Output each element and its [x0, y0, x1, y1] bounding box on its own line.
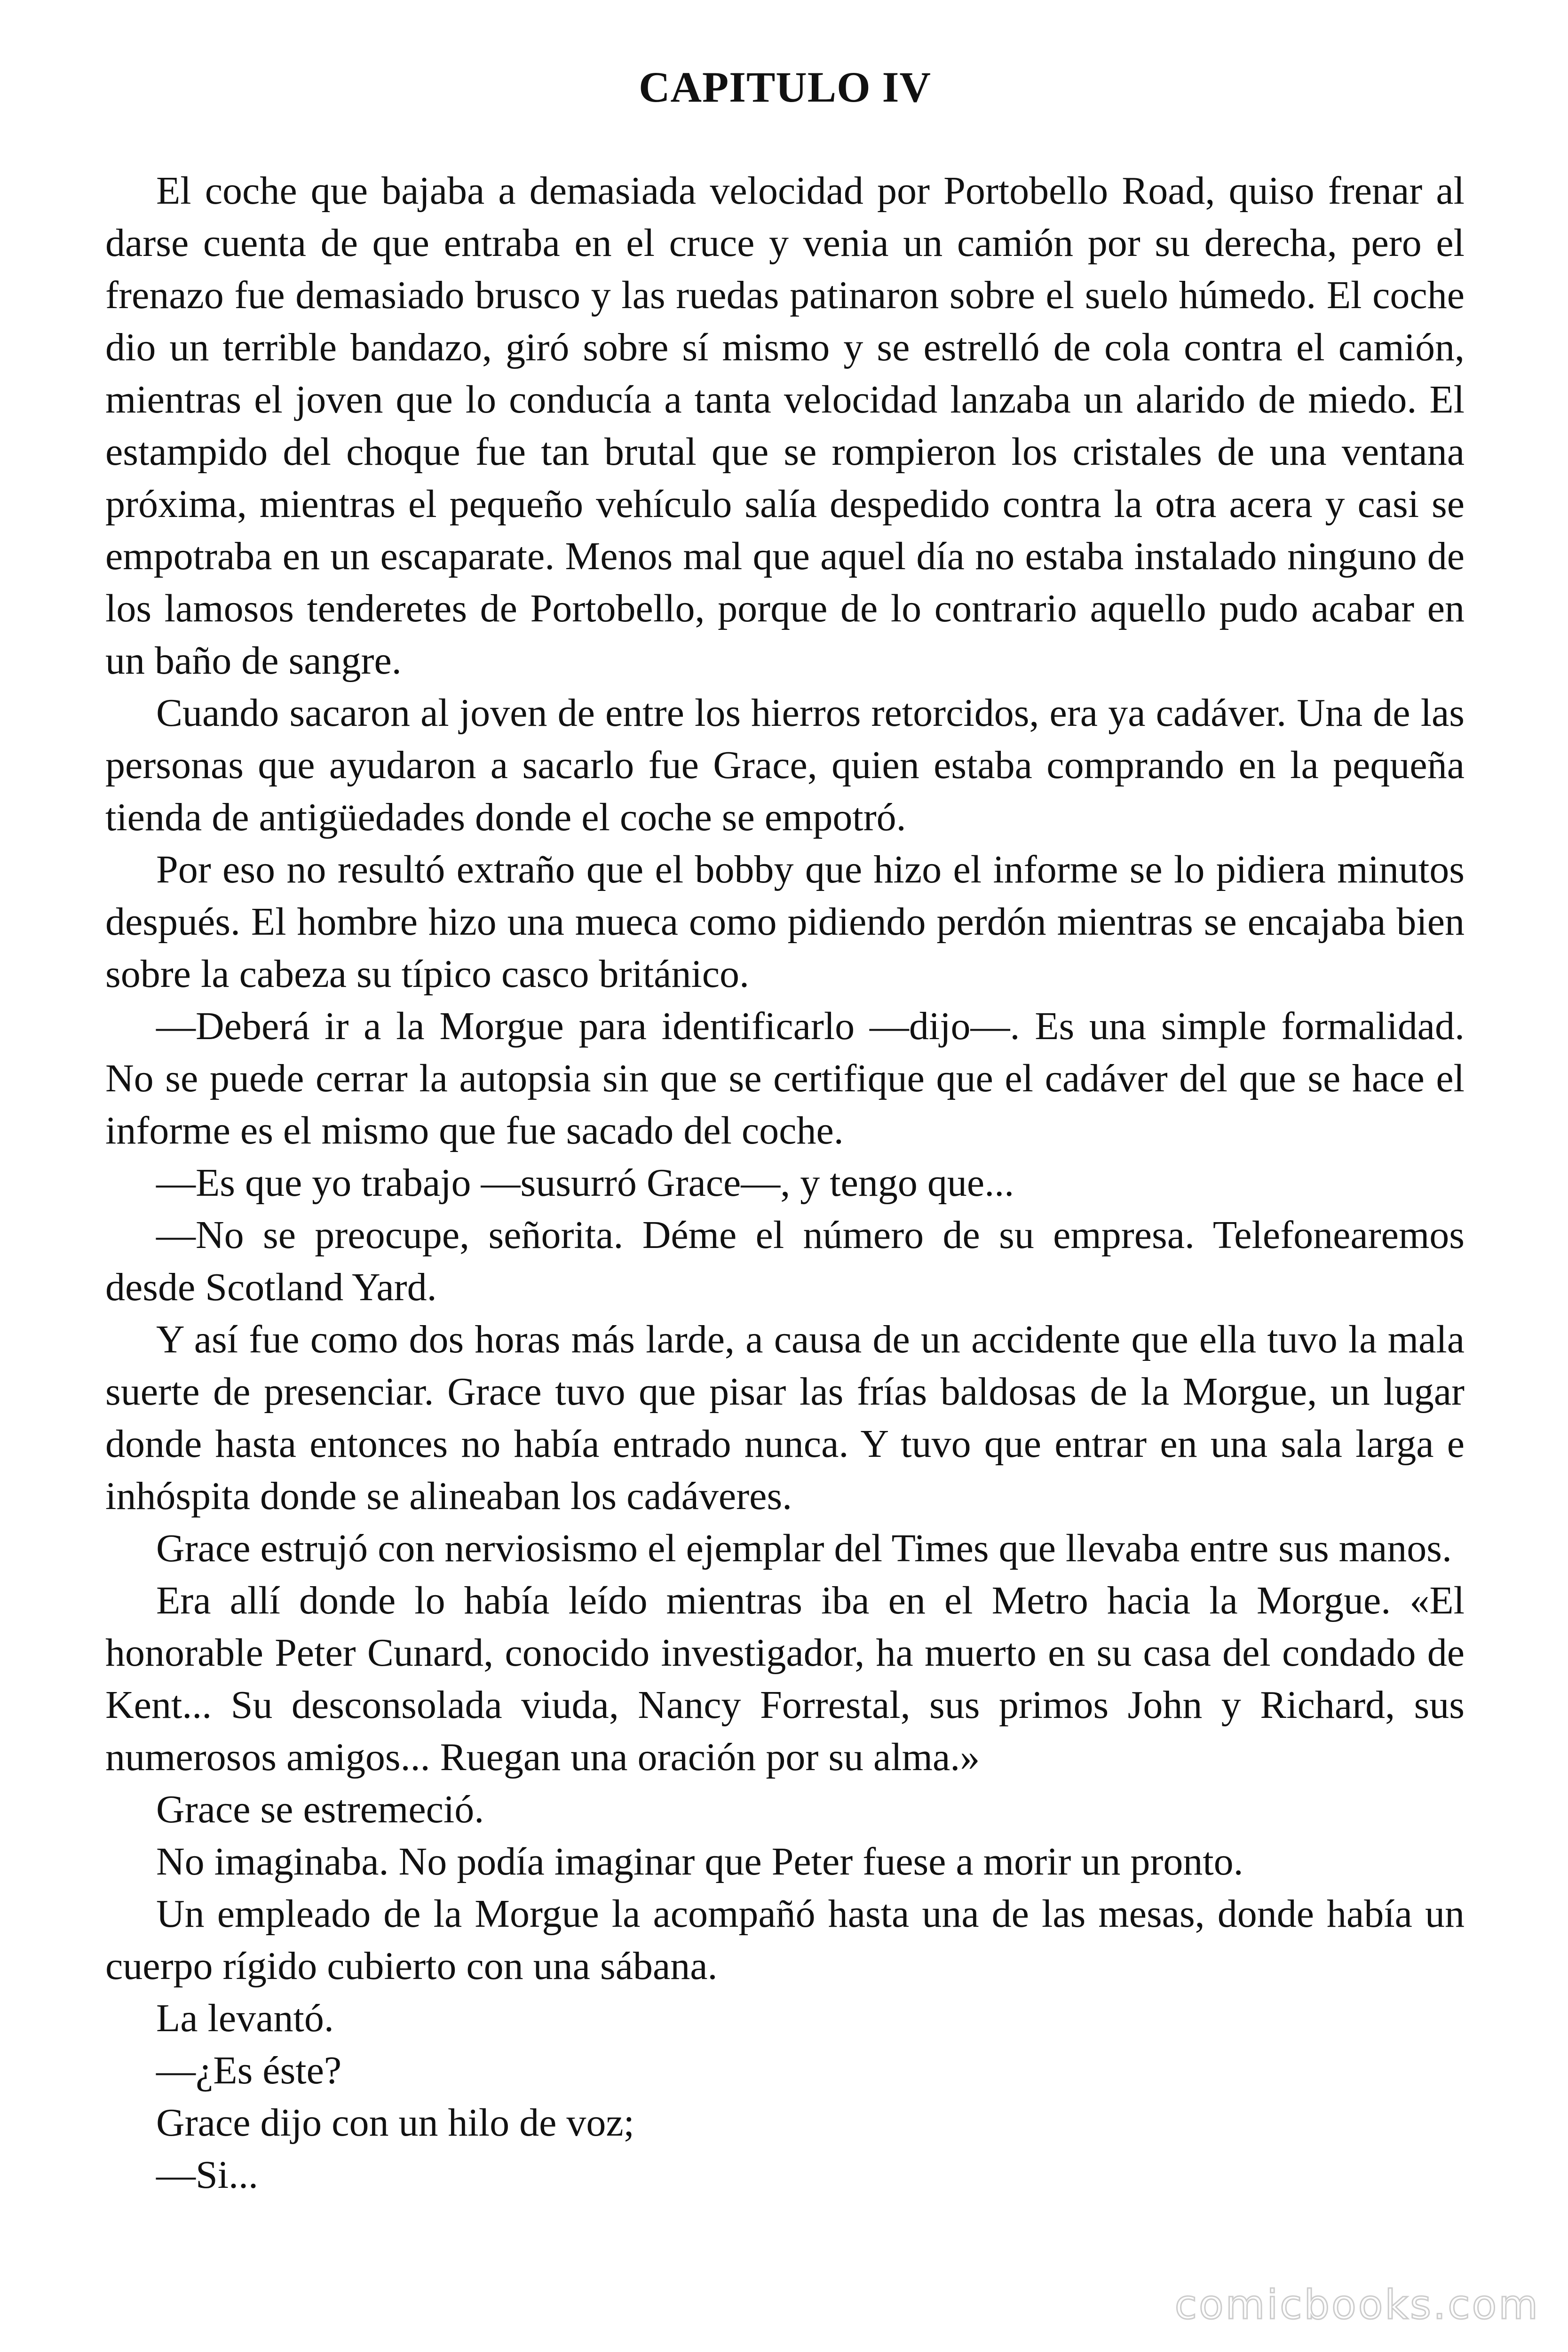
- paragraph-7: Y así fue como dos horas más larde, a causa de un accidente que ella tuvo la mala suerte de presenciar. Grace tuvo que pisar las frías baldosas de la Morgue, un lugar donde hasta entonces no había entrado nunca. Y tuvo que entrar en una sala larga e inhóspita donde se alineaban los cadáveres.: [105, 1318, 1465, 1518]
- paragraph-5: —Es que yo trabajo —susurró Grace—, y tengo que...: [156, 1161, 1014, 1205]
- paragraph-14: —¿Es éste?: [156, 2049, 342, 2092]
- book-page: [105, 61, 1465, 2201]
- paragraph-6: —No se preocupe, señorita. Déme el número de su empresa. Telefonearemos desde Scotland Yard.: [105, 1213, 1465, 1309]
- paragraph-3: Por eso no resultó extraño que el bobby que hizo el informe se lo pidiera minutos después. El hombre hizo una mueca como pidiendo perdón mientras se encajaba bien sobre la cabeza su típico casco británico.: [105, 848, 1465, 996]
- chapter-title: CAPITULO IV: [639, 63, 931, 111]
- paragraph-8: Grace estrujó con nerviosismo el ejemplar del Times que llevaba entre sus manos.: [156, 1526, 1452, 1570]
- paragraph-10: Grace se estremeció.: [156, 1788, 484, 1831]
- paragraph-13: La levantó.: [156, 1996, 334, 2040]
- watermark: comicbooks.com: [1174, 2281, 1540, 2328]
- paragraph-15: Grace dijo con un hilo de voz;: [156, 2101, 635, 2145]
- paragraph-16: —Si...: [156, 2153, 259, 2197]
- paragraph-1: El coche que bajaba a demasiada velocidad por Portobello Road, quiso frenar al darse cuenta de que entraba en el cruce y venia un camión por su derecha, pero el frenazo fue demasiado brusco y las ruedas patinaron sobre el suelo húmedo. El coche dio un terrible bandazo, giró sobre sí mismo y se estrelló de cola contra el camión, mientras el joven que lo conducía a tanta velocidad lanzaba un alarido de miedo. El estampido del choque fue tan brutal que se rompieron los cristales de una ventana próxima, mientras el pequeño vehículo salía despedido contra la otra acera y casi se empotraba en un escaparate. Menos mal que aquel día no estaba instalado ninguno de los lamosos tenderetes de Portobello, porque de lo contrario aquello pudo acabar en un baño de sangre.: [105, 169, 1465, 683]
- paragraph-9: Era allí donde lo había leído mientras iba en el Metro hacia la Morgue. «El honorable Peter Cunard, conocido investigador, ha muerto en su casa del condado de Kent... Su desconsolada viuda, Nancy Forrestal, sus primos John y Richard, sus numerosos amigos... Ruegan una oración por su alma.»: [105, 1579, 1465, 1779]
- paragraph-11: No imaginaba. No podía imaginar que Peter fuese a morir un pronto.: [156, 1840, 1243, 1883]
- chapter-body: [105, 165, 1465, 2201]
- paragraph-2: Cuando sacaron al joven de entre los hierros retorcidos, era ya cadáver. Una de las personas que ayudaron a sacarlo fue Grace, quien estaba comprando en la pequeña tienda de antigüedades donde el coche se empotró.: [105, 691, 1465, 839]
- paragraph-12: Un empleado de la Morgue la acompañó hasta una de las mesas, donde había un cuerpo rígido cubierto con una sábana.: [105, 1892, 1465, 1988]
- paragraph-4: —Deberá ir a la Morgue para identificarlo —dijo—. Es una simple formalidad. No se puede cerrar la autopsia sin que se certifique que el cadáver del que se hace el informe es el mismo que fue sacado del coche.: [105, 1004, 1465, 1152]
